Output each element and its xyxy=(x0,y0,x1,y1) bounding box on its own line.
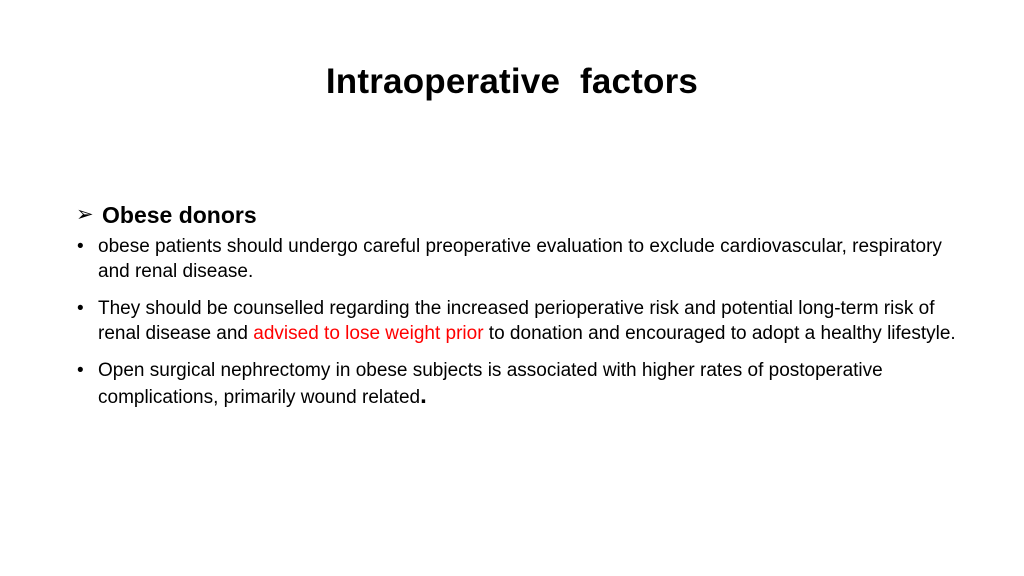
bullet-text: obese patients should undergo careful preoperative evaluation to exclude cardiovascular, respiratory and renal disease. xyxy=(98,236,942,282)
bullet-dot-icon: • xyxy=(77,360,84,381)
bullet-end-period: . xyxy=(420,382,427,409)
section-heading-text: Obese donors xyxy=(102,202,257,228)
section-heading xyxy=(76,200,956,230)
bullet-item xyxy=(76,296,956,346)
bullet-list xyxy=(76,234,956,410)
bullet-dot-icon: • xyxy=(77,298,84,319)
bullet-text-after: to donation and encouraged to adopt a healthy lifestyle. xyxy=(483,323,956,344)
slide-content xyxy=(76,200,956,422)
bullet-text: Open surgical nephrectomy in obese subjects is associated with higher rates of postoperative complications, primarily wound related xyxy=(98,360,883,408)
arrow-bullet-icon: ➢ xyxy=(76,203,94,226)
highlighted-text: advised to lose weight prior xyxy=(253,323,484,344)
bullet-dot-icon: • xyxy=(77,236,84,257)
bullet-item xyxy=(76,234,956,284)
slide-title: Intraoperative factors xyxy=(325,62,699,101)
bullet-text-before: They should be counselled regarding the increased perioperative risk and potential long-term risk of renal disease and xyxy=(98,298,935,344)
bullet-item xyxy=(76,358,956,410)
